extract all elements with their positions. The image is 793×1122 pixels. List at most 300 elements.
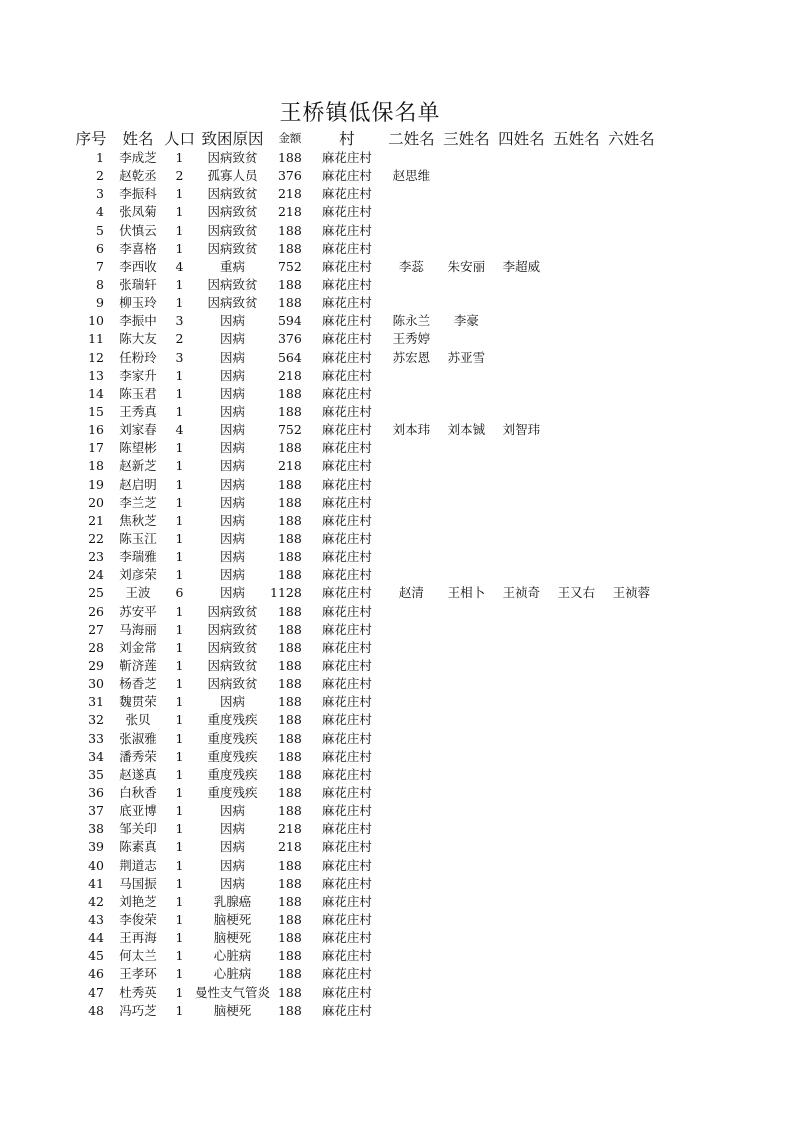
cell-name: 杜秀英: [119, 984, 157, 1000]
cell-village: 麻花庄村: [321, 567, 372, 583]
cell-sixth-name: [604, 711, 659, 729]
table-row: [70, 385, 659, 403]
cell-population: 1: [175, 821, 184, 837]
cell-index: 37: [88, 803, 104, 819]
table-row: [70, 149, 659, 167]
cell-fourth-name: [494, 947, 549, 965]
cell-second-name: [384, 711, 439, 729]
cell-population: 1: [175, 277, 184, 293]
cell-sixth-name: [604, 349, 659, 367]
cell-village: 麻花庄村: [321, 676, 372, 692]
cell-amount: 188: [277, 404, 302, 420]
table-row: [70, 603, 659, 621]
cell-fourth-name: [494, 911, 549, 929]
cell-reason: 因病: [220, 422, 246, 438]
cell-reason: 因病致贫: [207, 150, 258, 166]
cell-third-name: [439, 457, 494, 475]
cell-amount: 188: [277, 150, 302, 166]
cell-fifth-name: [549, 929, 604, 947]
cell-sixth-name: [604, 566, 659, 584]
cell-fourth-name: [494, 294, 549, 312]
cell-fifth-name: [549, 603, 604, 621]
table-row: [70, 820, 659, 838]
header-second-name: 二姓名: [388, 130, 435, 148]
cell-amount: 218: [277, 839, 302, 855]
cell-population: 1: [175, 948, 184, 964]
table-row: [70, 403, 659, 421]
cell-index: 28: [88, 639, 104, 655]
cell-sixth-name: [604, 330, 659, 348]
cell-amount: 188: [277, 603, 302, 619]
cell-name: 张凤菊: [119, 204, 157, 220]
cell-third-name: [439, 294, 494, 312]
cell-third-name: [439, 675, 494, 693]
cell-reason: 因病: [220, 875, 246, 891]
cell-amount: 376: [277, 168, 302, 184]
cell-name: 潘秀荣: [119, 748, 157, 764]
cell-population: 1: [175, 186, 184, 202]
cell-village: 麻花庄村: [321, 1002, 372, 1018]
cell-reason: 心脏病: [213, 948, 252, 964]
cell-fourth-name: [494, 203, 549, 221]
cell-third-name: 刘本铖: [447, 422, 486, 438]
cell-reason: 因病: [220, 512, 246, 528]
cell-amount: 594: [277, 313, 302, 329]
cell-amount: 188: [277, 857, 302, 873]
cell-sixth-name: [604, 911, 659, 929]
cell-index: 4: [96, 204, 104, 220]
cell-reason: 心脏病: [213, 966, 252, 982]
cell-amount: 188: [277, 494, 302, 510]
cell-population: 1: [175, 150, 184, 166]
cell-fourth-name: 刘智玮: [502, 422, 541, 438]
cell-sixth-name: [604, 947, 659, 965]
cell-amount: 188: [277, 730, 302, 746]
cell-third-name: [439, 149, 494, 167]
cell-amount: 218: [277, 186, 302, 202]
cell-village: 麻花庄村: [321, 168, 372, 184]
cell-second-name: [384, 530, 439, 548]
cell-fourth-name: [494, 766, 549, 784]
cell-fifth-name: [549, 167, 604, 185]
cell-name: 何太兰: [119, 948, 157, 964]
cell-name: 赵新芝: [119, 458, 157, 474]
cell-village: 麻花庄村: [321, 639, 372, 655]
cell-index: 31: [88, 694, 104, 710]
cell-fifth-name: [549, 766, 604, 784]
cell-fourth-name: [494, 167, 549, 185]
table-row: [70, 203, 659, 221]
cell-amount: 376: [277, 331, 302, 347]
cell-name: 赵启明: [119, 476, 157, 492]
cell-population: 1: [175, 204, 184, 220]
cell-second-name: [384, 457, 439, 475]
cell-village: 麻花庄村: [321, 730, 372, 746]
cell-index: 23: [88, 549, 104, 565]
cell-third-name: [439, 748, 494, 766]
cell-third-name: [439, 1002, 494, 1020]
cell-village: 麻花庄村: [321, 948, 372, 964]
cell-name: 陈望彬: [119, 440, 157, 456]
cell-index: 9: [96, 295, 104, 311]
table-row: [70, 748, 659, 766]
cell-second-name: [384, 494, 439, 512]
cell-amount: 188: [277, 748, 302, 764]
cell-third-name: [439, 947, 494, 965]
cell-second-name: [384, 621, 439, 639]
cell-amount: 188: [277, 621, 302, 637]
cell-index: 2: [96, 168, 104, 184]
cell-fifth-name: [549, 185, 604, 203]
cell-amount: 188: [277, 240, 302, 256]
cell-reason: 因病致贫: [207, 186, 258, 202]
cell-village: 麻花庄村: [321, 821, 372, 837]
cell-amount: 218: [277, 821, 302, 837]
cell-second-name: [384, 838, 439, 856]
cell-fifth-name: [549, 947, 604, 965]
cell-population: 3: [175, 313, 184, 329]
cell-second-name: 王秀婷: [392, 331, 431, 347]
cell-name: 张淑雅: [119, 730, 157, 746]
cell-reason: 重病: [220, 258, 246, 274]
cell-reason: 因病: [220, 331, 246, 347]
cell-population: 1: [175, 603, 184, 619]
table-row: [70, 512, 659, 530]
cell-sixth-name: [604, 603, 659, 621]
cell-third-name: [439, 621, 494, 639]
cell-index: 25: [88, 585, 104, 601]
table-row: [70, 639, 659, 657]
cell-village: 麻花庄村: [321, 766, 372, 782]
cell-index: 13: [88, 367, 104, 383]
cell-fourth-name: [494, 893, 549, 911]
cell-fifth-name: [549, 512, 604, 530]
cell-index: 47: [88, 984, 104, 1000]
cell-reason: 因病致贫: [207, 222, 258, 238]
cell-amount: 188: [277, 911, 302, 927]
cell-name: 靳济莲: [119, 658, 157, 673]
cell-index: 11: [88, 331, 104, 347]
cell-second-name: [384, 403, 439, 421]
cell-third-name: [439, 784, 494, 802]
table-row: [70, 276, 659, 294]
cell-second-name: [384, 1002, 439, 1020]
cell-second-name: [384, 911, 439, 929]
cell-fifth-name: [549, 367, 604, 385]
cell-second-name: 陈永兰: [392, 313, 431, 329]
cell-reason: 因病致贫: [207, 658, 258, 673]
header-amount: 金额: [278, 131, 302, 145]
cell-fourth-name: [494, 367, 549, 385]
cell-population: 1: [175, 367, 184, 383]
cell-second-name: 赵清: [398, 585, 424, 601]
cell-sixth-name: [604, 621, 659, 639]
cell-reason: 因病: [220, 494, 246, 510]
cell-population: 1: [175, 494, 184, 510]
cell-index: 39: [88, 839, 104, 855]
cell-reason: 因病: [220, 567, 246, 583]
cell-name: 刘艳芝: [119, 893, 157, 909]
cell-reason: 因病致贫: [207, 204, 258, 220]
cell-amount: 752: [277, 422, 302, 438]
cell-village: 麻花庄村: [321, 911, 372, 927]
cell-second-name: [384, 965, 439, 983]
cell-population: 1: [175, 748, 184, 764]
cell-village: 麻花庄村: [321, 440, 372, 456]
cell-third-name: [439, 693, 494, 711]
cell-population: 1: [175, 658, 184, 673]
cell-reason: 因病: [220, 313, 246, 329]
cell-name: 苏安平: [119, 603, 157, 619]
cell-amount: 188: [277, 222, 302, 238]
table-row: [70, 893, 659, 911]
cell-name: 邹关印: [119, 821, 157, 837]
cell-fifth-name: [549, 675, 604, 693]
cell-index: 20: [88, 494, 104, 510]
cell-reason: 曼性支气管炎: [195, 984, 271, 1000]
table-row: [70, 584, 659, 602]
cell-second-name: [384, 385, 439, 403]
cell-second-name: [384, 603, 439, 621]
cell-sixth-name: [604, 784, 659, 802]
cell-village: 麻花庄村: [321, 367, 372, 383]
cell-second-name: 赵思维: [392, 168, 431, 184]
cell-fourth-name: [494, 802, 549, 820]
cell-name: 柳玉玲: [119, 295, 157, 311]
cell-amount: 188: [277, 875, 302, 891]
cell-sixth-name: [604, 203, 659, 221]
cell-third-name: [439, 639, 494, 657]
cell-fourth-name: [494, 820, 549, 838]
cell-index: 17: [88, 440, 104, 456]
cell-amount: 188: [277, 676, 302, 692]
cell-name: 赵遂真: [119, 766, 157, 782]
cell-name: 李兰芝: [119, 494, 157, 510]
cell-population: 1: [175, 240, 184, 256]
cell-reason: 因病: [220, 549, 246, 565]
cell-third-name: [439, 548, 494, 566]
cell-name: 刘彦荣: [119, 567, 157, 583]
table-row: [70, 222, 659, 240]
cell-fourth-name: [494, 603, 549, 621]
cell-sixth-name: [604, 675, 659, 693]
cell-reason: 脑梗死: [213, 1002, 252, 1018]
cell-third-name: [439, 856, 494, 874]
cell-amount: 188: [277, 1002, 302, 1018]
cell-index: 7: [96, 258, 104, 274]
cell-fourth-name: [494, 349, 549, 367]
cell-fourth-name: [494, 838, 549, 856]
cell-index: 18: [88, 458, 104, 474]
cell-second-name: [384, 639, 439, 657]
cell-population: 1: [175, 893, 184, 909]
cell-fifth-name: [549, 421, 604, 439]
cell-amount: 752: [277, 258, 302, 274]
table-row: [70, 476, 659, 494]
cell-name: 焦秋芝: [119, 512, 157, 528]
table-row: [70, 784, 659, 802]
cell-village: 麻花庄村: [321, 857, 372, 873]
cell-fifth-name: [549, 693, 604, 711]
cell-third-name: [439, 476, 494, 494]
cell-sixth-name: [604, 802, 659, 820]
table-header-row: [70, 127, 659, 149]
cell-fourth-name: [494, 929, 549, 947]
cell-index: 12: [88, 349, 104, 365]
cell-population: 1: [175, 385, 184, 401]
cell-fifth-name: [549, 349, 604, 367]
cell-population: 1: [175, 549, 184, 565]
cell-third-name: [439, 875, 494, 893]
cell-third-name: [439, 185, 494, 203]
cell-name: 刘金常: [119, 639, 157, 655]
cell-second-name: [384, 766, 439, 784]
cell-population: 1: [175, 1002, 184, 1018]
cell-population: 1: [175, 857, 184, 873]
cell-index: 41: [88, 875, 104, 891]
cell-third-name: [439, 203, 494, 221]
cell-amount: 188: [277, 531, 302, 547]
cell-name: 李喜格: [119, 240, 157, 256]
cell-index: 16: [88, 422, 104, 438]
cell-sixth-name: [604, 167, 659, 185]
cell-village: 麻花庄村: [321, 984, 372, 1000]
cell-amount: 188: [277, 295, 302, 311]
cell-index: 5: [96, 222, 104, 238]
cell-third-name: [439, 385, 494, 403]
cell-third-name: [439, 929, 494, 947]
cell-name: 马国振: [119, 875, 157, 891]
table-row: [70, 766, 659, 784]
cell-reason: 因病致贫: [207, 676, 258, 692]
cell-name: 张贝: [125, 712, 151, 728]
cell-reason: 脑梗死: [213, 911, 252, 927]
cell-reason: 因病致贫: [207, 295, 258, 311]
table-row: [70, 421, 659, 439]
cell-amount: 188: [277, 385, 302, 401]
cell-second-name: [384, 276, 439, 294]
cell-sixth-name: [604, 149, 659, 167]
cell-fifth-name: [549, 893, 604, 911]
cell-sixth-name: [604, 856, 659, 874]
cell-third-name: [439, 802, 494, 820]
table-row: [70, 566, 659, 584]
header-name: 姓名: [122, 130, 154, 148]
cell-name: 冯巧芝: [119, 1002, 157, 1018]
header-third-name: 三姓名: [443, 130, 490, 148]
roster-table: [70, 127, 659, 1020]
cell-third-name: [439, 403, 494, 421]
table-row: [70, 312, 659, 330]
cell-fourth-name: [494, 1002, 549, 1020]
cell-reason: 因病: [220, 839, 246, 855]
cell-village: 麻花庄村: [321, 240, 372, 256]
cell-sixth-name: [604, 875, 659, 893]
table-row: [70, 693, 659, 711]
cell-population: 6: [175, 585, 184, 601]
cell-population: 1: [175, 966, 184, 982]
cell-fourth-name: [494, 730, 549, 748]
cell-index: 6: [96, 240, 104, 256]
cell-fifth-name: [549, 983, 604, 1001]
cell-sixth-name: [604, 965, 659, 983]
cell-second-name: [384, 947, 439, 965]
cell-fifth-name: [549, 748, 604, 766]
table-row: [70, 530, 659, 548]
cell-village: 麻花庄村: [321, 404, 372, 420]
cell-second-name: 苏宏恩: [392, 349, 431, 365]
cell-fifth-name: [549, 385, 604, 403]
cell-population: 1: [175, 803, 184, 819]
cell-third-name: [439, 730, 494, 748]
cell-population: 1: [175, 567, 184, 583]
cell-second-name: [384, 730, 439, 748]
cell-second-name: [384, 820, 439, 838]
cell-population: 1: [175, 694, 184, 710]
cell-reason: 因病致贫: [207, 277, 258, 293]
cell-name: 刘家春: [119, 422, 157, 438]
cell-sixth-name: [604, 748, 659, 766]
cell-village: 麻花庄村: [321, 458, 372, 474]
cell-fourth-name: [494, 711, 549, 729]
cell-fourth-name: 王祯奇: [502, 585, 541, 601]
table-row: [70, 185, 659, 203]
cell-fourth-name: [494, 748, 549, 766]
cell-amount: 1128: [270, 585, 302, 601]
cell-population: 1: [175, 531, 184, 547]
cell-name: 陈玉江: [119, 531, 157, 547]
cell-population: 1: [175, 875, 184, 891]
cell-sixth-name: [604, 657, 659, 675]
cell-index: 29: [88, 658, 104, 673]
cell-fifth-name: [549, 222, 604, 240]
cell-amount: 188: [277, 930, 302, 946]
cell-village: 麻花庄村: [321, 784, 372, 800]
cell-sixth-name: [604, 838, 659, 856]
cell-name: 赵乾丞: [119, 168, 157, 184]
cell-population: 1: [175, 766, 184, 782]
cell-name: 马海丽: [119, 621, 157, 637]
cell-index: 35: [88, 766, 104, 782]
cell-fifth-name: [549, 530, 604, 548]
cell-fourth-name: [494, 983, 549, 1001]
cell-second-name: [384, 784, 439, 802]
cell-village: 麻花庄村: [321, 621, 372, 637]
cell-fourth-name: [494, 439, 549, 457]
cell-village: 麻花庄村: [321, 893, 372, 909]
cell-amount: 564: [277, 349, 302, 365]
cell-fifth-name: [549, 457, 604, 475]
cell-fifth-name: [549, 276, 604, 294]
cell-index: 26: [88, 603, 104, 619]
cell-third-name: [439, 240, 494, 258]
cell-population: 1: [175, 476, 184, 492]
cell-second-name: [384, 512, 439, 530]
cell-reason: 重度残疾: [207, 784, 258, 800]
header-sixth-name: 六姓名: [608, 130, 655, 148]
table-row: [70, 457, 659, 475]
cell-fourth-name: [494, 965, 549, 983]
cell-village: 麻花庄村: [321, 603, 372, 619]
cell-name: 陈素真: [119, 839, 157, 855]
cell-fourth-name: [494, 240, 549, 258]
table-row: [70, 294, 659, 312]
cell-sixth-name: [604, 312, 659, 330]
cell-third-name: [439, 367, 494, 385]
cell-population: 1: [175, 295, 184, 311]
cell-name: 任粉玲: [119, 349, 157, 365]
cell-third-name: 王相卜: [447, 585, 486, 601]
